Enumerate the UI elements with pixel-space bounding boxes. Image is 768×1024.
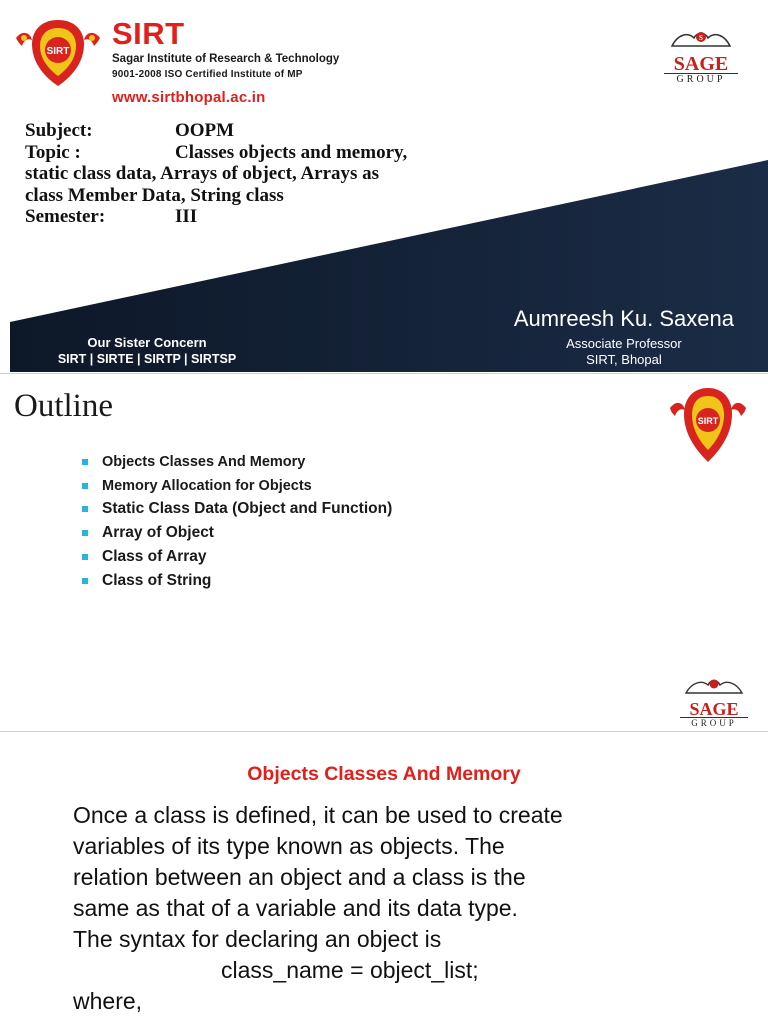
topic-line-2: static class data, Arrays of object, Arrays as	[25, 163, 380, 184]
square-bullet-icon	[82, 506, 88, 512]
square-bullet-icon	[82, 554, 88, 560]
outline-item: Class of String	[82, 569, 392, 593]
sage-group-label: GROUP	[664, 73, 738, 86]
outline-item: Memory Allocation for Objects	[82, 474, 392, 498]
sister-concern-title: Our Sister Concern	[87, 335, 207, 350]
content-slide	[0, 731, 768, 1024]
slide-title: Objects Classes And Memory	[247, 763, 521, 785]
course-info	[25, 120, 495, 228]
title-slide	[0, 0, 768, 372]
institute-full-name: Sagar Institute of Research & Technology	[112, 53, 340, 65]
presenter-name: Aumreesh Ku. Saxena	[513, 306, 734, 331]
svg-text:S: S	[699, 34, 703, 42]
sage-wordmark: SAGE	[689, 699, 739, 719]
sister-concern-block	[32, 335, 262, 366]
outline-slide	[0, 373, 768, 730]
semester-label: Semester:	[25, 206, 106, 227]
square-bullet-icon	[82, 530, 88, 536]
body-line: Once a class is defined, it can be used to create	[73, 802, 563, 828]
outline-item: Static Class Data (Object and Function)	[82, 498, 392, 522]
sage-crown-icon	[664, 28, 738, 50]
presenter-role: Associate Professor	[566, 336, 682, 351]
sage-group-logo	[680, 676, 748, 729]
sage-group-logo	[664, 28, 738, 86]
sirt-emblem-icon	[666, 382, 750, 468]
iso-certification: 9001-2008 ISO Certified Institute of MP	[112, 69, 303, 80]
subject-label: Subject:	[25, 120, 93, 141]
square-bullet-icon	[82, 459, 88, 465]
body-line: where,	[73, 988, 143, 1014]
sage-group-label: GROUP	[680, 717, 748, 729]
sage-wordmark: SAGE	[673, 53, 729, 75]
syntax-line: class_name = object_list;	[221, 957, 479, 983]
subject-value: OOPM	[175, 120, 235, 141]
body-line: same as that of a variable and its data type.	[73, 895, 518, 921]
square-bullet-icon	[82, 578, 88, 584]
body-line: variables of its type known as objects. The	[73, 833, 505, 859]
topic-label: Topic :	[25, 141, 81, 163]
outline-title: Outline	[14, 388, 113, 424]
outline-item: Class of Array	[82, 545, 392, 569]
brand-name: SIRT	[112, 16, 185, 51]
semester-value: III	[175, 206, 198, 227]
outline-item: Objects Classes And Memory	[82, 450, 392, 474]
outline-list	[82, 450, 392, 593]
body-line: The syntax for declaring an object is	[73, 926, 442, 952]
website-link[interactable]: www.sirtbhopal.ac.in	[112, 89, 266, 106]
presenter-block	[514, 306, 734, 367]
svg-text:SIRT: SIRT	[46, 46, 70, 57]
outline-item: Array of Object	[82, 521, 392, 545]
body-line: relation between an object and a class is the	[73, 864, 526, 890]
sirt-emblem-icon	[10, 14, 106, 90]
sage-crown-icon	[680, 676, 748, 696]
slide-body	[73, 800, 753, 1017]
square-bullet-icon	[82, 483, 88, 489]
topic-line-1: Classes objects and memory,	[175, 141, 408, 163]
topic-line-3: class Member Data, String class	[25, 184, 284, 206]
presenter-org: SIRT, Bhopal	[586, 352, 662, 367]
svg-text:SIRT: SIRT	[697, 416, 719, 426]
sister-concern-list: SIRT | SIRTE | SIRTP | SIRTSP	[57, 352, 237, 366]
brand-block	[112, 18, 339, 80]
